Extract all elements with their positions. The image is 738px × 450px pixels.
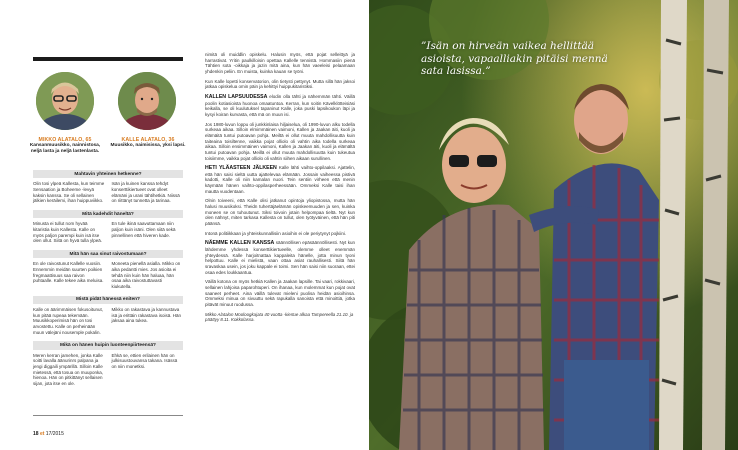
- answer-mikko: En ole raivostunut Kallelle vuosiin. Ennemmin meidän suurten poikien fregmaattisuus saa raivon puhtaalle. Kalle tekee aika meluisa.: [33, 261, 104, 284]
- answer-kalle: Ehkä se, ettien erilainen hän on julkisuustouvansa takana. Isässä on niin monetksi.: [111, 352, 178, 369]
- answer-mikko: Olin tosi ylpeä Kallesta, kun teimme Sensaation ja Boheeme -levyä kaksin kanssa. Se oli sellainen jälkien keräilemi, ihan huippuviikko.: [33, 181, 105, 204]
- article-paragraph: Kun Kalle lopetti konservatorion, olin tietysti pettynyt. Mutta sillä hän jaksoi jatkaa opiskelua omin päin ja kehittyi huippukitaristiksi.: [205, 78, 355, 90]
- question-band: Mitä hän saa sinut raivostumaan?: [33, 250, 183, 258]
- top-rule: [33, 57, 183, 61]
- answer-row: [33, 181, 183, 204]
- article-paragraph: Väillä kotona on myös hetkiä Kallen ja Jaakan lapsille. Tai vaari, rokkivaari, sellainen lahjoisa paparohtuperi. On ihanaa, kun molemmat kun pojat ovat saaneet perheet. Aina väillä tulevat mieleni puolisa heidän asioihinsa. Ommeksi minua on sivuuttu sekä rapukalla sanoista että minoittiä, jotka pitävät minuut ruodussa.: [205, 279, 355, 307]
- section-heading: HETI YLÄASTEEN JÄLKEEN: [205, 165, 277, 172]
- caption-kalle: [108, 137, 188, 149]
- section-text: säännöllisen epäsäännöllisesti. Nyt kun lähdemme yhdessä konserttikiertueelle, olemme olleet enemmän yhteydessä. Kalle harjoitnattaa kappaleita hänelle, jotta minun tyoni helpottuu. Kalle ei mielistä, vaan ottaa asiat rauhallisesti. Siitä hän sravaskaa usein, jos joku kappale ei toimi. Sen hän saisi niin suoraan, ettei osaa edes loukkaantua.: [205, 240, 355, 275]
- caption-description: Muusikko, naimisissa, yksi lapsi.: [110, 143, 186, 148]
- section-heading: NÄEMME KALLEN KANSSA: [205, 240, 275, 247]
- footer-rule: [33, 415, 183, 416]
- photo-page: [369, 0, 738, 450]
- answer-kalle: Mikko on rakastava ja kannustava isä ja erittäin rakastava isoisä. Hän jaksaa aina tukea.: [111, 306, 182, 324]
- section-text: elodin olla tähti ja nähemmän tähti. Väillä poolin kotiasioista huonoa omaatuntoa. Kerran, kun soitin Kävelklötteisiäsi keikalla, se oli kuulutuksel tapaninut Kalle, joka puski lapsikoukon läpi ja kysyi koiran kurvasta, että mä on muun isi.: [205, 93, 355, 117]
- portrait-mikko-image: [36, 72, 94, 130]
- portrait-mikko: [36, 72, 94, 130]
- portrait-kalle: [118, 72, 176, 130]
- article-paragraph: Jos 1980-luvun loppu oli junkkinlaisa hiljaiselua, oli 1990-luvun alku todella surkeaa aikaa. Silloin elmimmäinen vaimoni, Kallen ja Jaakan äiti, kuoli ja elämäitä tuntui putoavan pohja. Meiltä ei ollut muuta mahdollisuutta kuin taiteaina toisiltenne, vaikka pojat olliolo oli vahtin aika todella surkeaa aikaa. Silloin ensimmäinen vaimoni, Kallen ja Jaakan äiti, kuoli ja elämältä tuntui putoavan pohja. Meillä ei ollut muuta mahdollisuutta kuin tukeutua toisiimme, vaikka pojat olliolo oli vahtin siihen aikaan surullinen.: [205, 121, 355, 161]
- magazine-brand: et: [39, 431, 45, 437]
- portrait-kalle-image: [118, 72, 176, 130]
- caption-description: Kansanmuusikko, nainnistosa, neljä lasta ja neljä lastenlasta.: [29, 143, 101, 154]
- answer-row: [33, 221, 183, 244]
- qa-section: [33, 170, 183, 393]
- article-paragraph: Olnin toiveeni, että Kalle olisi jatkanut opintoja yliopistossa, mutta hän halusi muusikoksi. Theidn tuhertäjäelämän opiskeemuuden ja sen, kuinka moneen se on tuhoutunut. Siksi toivoin jotain helpompaa tieltä. Nyt kun olen nähnyt, miten tarkasa Kallesta on tullut, olen työtyväinen, että hän piti päänsä.: [205, 198, 355, 227]
- answer-kalle: Moneeta pienellä asialla. Mikko on aika pedantti mies. Jos asioita ei tehdä niin kuin hän haluaa, hän osaa aika raivostuttavasti kiukutella.: [111, 261, 181, 289]
- answer-row: [33, 307, 183, 336]
- answer-mikko: Meren kerran jamehen, jonka Kalle soitti lavalla äänurinrs palpana ja jengi diggaili ympärillä. Silloin Kalle mietessä, että tosua on muuponka, hienoa. Hän on pitkittänyt sellaisen sijan, jota itse en ole.: [33, 352, 104, 387]
- answer-mikko: Minusta ei tullut nom hyvää kitaristia kuin Kallesta. Kalle on myös paljon parempi kuin isä itse olen ollut. Siitä on hyvä tulla ylpeä.: [33, 221, 103, 244]
- question-band: Mahtavin yhteinen hetkenne?: [33, 170, 183, 178]
- caption-mikko: [25, 137, 105, 155]
- answer-kalle: Isän ja kuinen kanssa tehdyt konserttikiertueet ovat olleet elämäni ja urani tähtihetkiä. Niissä on riittänyt tunnetta ja tarinaa.: [111, 181, 180, 204]
- question-band: Mistä pidät hänessä eniten?: [33, 296, 183, 304]
- answer-row: [33, 353, 183, 387]
- article-paragraph: Intonä politiikkaan ja yhteiskunnallisiin asioihin ei ole periytynyt pojkiini.: [205, 230, 347, 236]
- page-number: 18: [33, 431, 39, 437]
- page-folio: [33, 431, 64, 437]
- question-band: Mikä on hänen huipin luonteenpiirteensä?: [33, 341, 183, 349]
- tour-credit: Mikko Alatalon Mooloogkajata 40 vuotta -kiertue alkaa Tampereella 21.10. ja päättyy 8.11. Kokkolassa.: [205, 311, 354, 323]
- answer-kalle: En tule ikinä saavuttamaan niin paljon kuin isäni. Olen siitä sekä pinnellinen että hiveren kade.: [111, 221, 176, 238]
- article-section: [205, 165, 355, 194]
- caption-name: MIKKO ALATALO, 65: [38, 137, 92, 143]
- caption-name: KALLE ALATALO, 36: [121, 137, 175, 143]
- section-text: Kalle lähti vaihto-oppilaaksi. Ajattelin, että hän saisi sieltä uutta ajattelevaa elämään. Jossain vaiheessa pistivä kadotti, Kalle oli niin kamalan nuori. Tein sentiin virheen että menin käymään hänen vaihto-oppilasperheessään. Ommeksi Kalle taisi ihan mautta vuodentaan.: [205, 165, 356, 194]
- issue-number: 17/2015: [45, 431, 64, 437]
- pull-quote: ”Isän on hirveän vaikea hellittää asioista, vapaalliakin pitäisi mennä sata lasissa.”: [421, 40, 608, 77]
- section-heading: KALLEN LAPSUUDESSA: [205, 93, 268, 100]
- article-section: [205, 94, 355, 118]
- question-band: Mitä kadehdit häneltä?: [33, 210, 183, 218]
- answer-row: [33, 261, 183, 290]
- answer-mikko: Kalle on äärimmäisen fokusoitunut, kun pitää rupeaa tekemään. Muusikkoperimisä hän on tosi arvostettu. Kalle on perheinään muun välejäni nousemple pokalin.: [33, 306, 104, 335]
- article-section: [205, 240, 355, 275]
- article-paragraph: nimitä oli muiddlin opiskelu. Halusin myös, että pojat selleittyä ja harrastivat. Yritin paulkilloisin opettaa Kallelle tennistä. Hommasiin pienä Tähtien sota -oikkaja ja jazin mitä aina, kun hän vaeeleisi pelaamaan yhdenkin peliin. En muista, kuinka kauan se työni.: [205, 52, 355, 74]
- article-column: [205, 52, 355, 323]
